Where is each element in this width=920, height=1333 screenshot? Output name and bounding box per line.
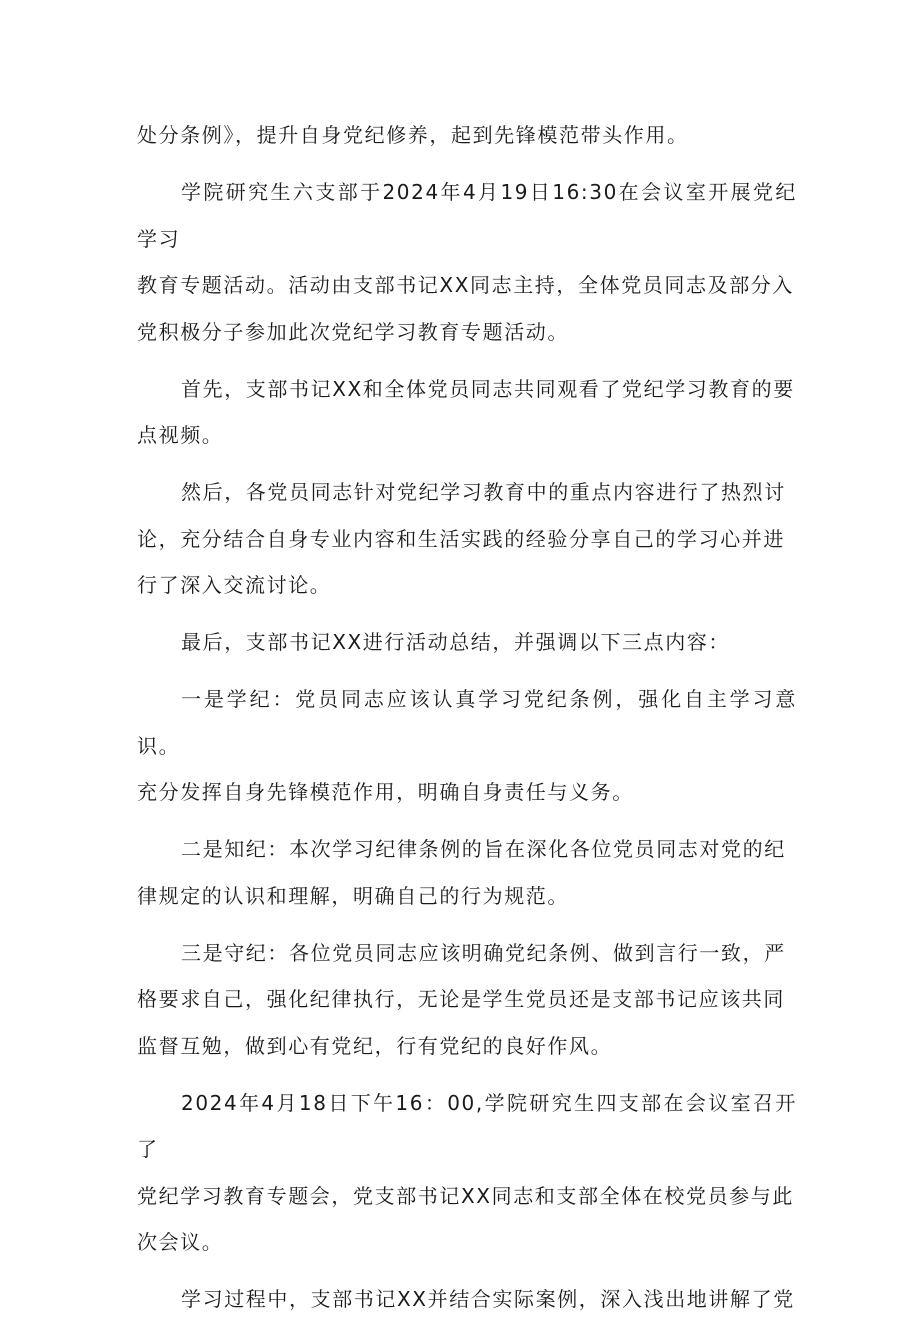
text-line: 论，充分结合自身专业内容和生活实践的经验分享自己的学习心并进 (137, 526, 785, 551)
document-body (137, 112, 797, 1333)
paragraph (137, 112, 797, 159)
paragraph (137, 676, 797, 816)
text-line: 教育专题活动。活动由支部书记XX同志主持，全体党员同志及部分入 (137, 273, 795, 297)
text-line: 处分条例》，提升自身党纪修养，起到先锋模范带头作用。 (137, 123, 689, 147)
paragraph (137, 366, 797, 459)
text-line: 二是知纪：本次学习纪律条例的旨在深化各位党员同志对党的纪 (181, 837, 786, 861)
text-line: 三是守纪：各位党员同志应该明确党纪条例、做到言行一致，严 (181, 940, 786, 965)
paragraph (137, 930, 797, 1070)
text-line: 律规定的认识和理解，明确自己的行为规范。 (137, 883, 569, 908)
text-line: 点视频。 (137, 423, 224, 447)
text-line: 学习过程中，支部书记XX并结合实际案例，深入浅出地讲解了党 (181, 1287, 795, 1311)
text-line: 学院研究生六支部于2024年4月19日16:30在会议室开展党纪学习 (137, 180, 797, 251)
paragraph (137, 1080, 797, 1266)
text-line: 格要求自己，强化纪律执行，无论是学生党员还是支部书记应该共同 (137, 987, 785, 1011)
paragraph (137, 619, 797, 666)
paragraph (137, 469, 797, 609)
text-line: 党纪学习教育专题会，党支部书记XX同志和支部全体在校党员参与此 (137, 1183, 795, 1208)
paragraph (137, 169, 797, 355)
text-line: 次会议。 (137, 1230, 224, 1254)
paragraph (137, 826, 797, 919)
text-line: 然后，各党员同志针对党纪学习教育中的重点内容进行了热烈讨 (181, 480, 786, 504)
text-line: 首先，支部书记XX和全体党员同志共同观看了党纪学习教育的要 (181, 376, 795, 401)
text-line: 党积极分子参加此次党纪学习教育专题活动。 (137, 319, 569, 344)
text-line: 充分发挥自身先锋模范作用，明确自身责任与义务。 (137, 780, 634, 804)
text-line: 一是学纪：党员同志应该认真学习党纪条例，强化自主学习意识。 (137, 687, 797, 758)
text-line: 2024年4月18日下午16：00,学院研究生四支部在会议室召开了 (137, 1090, 797, 1161)
text-line: 监督互勉，做到心有党纪，行有党纪的良好作风。 (137, 1033, 613, 1058)
paragraph (137, 1276, 797, 1323)
text-line: 行了深入交流讨论。 (137, 573, 332, 597)
text-line: 最后，支部书记XX进行活动总结，并强调以下三点内容： (181, 630, 731, 654)
